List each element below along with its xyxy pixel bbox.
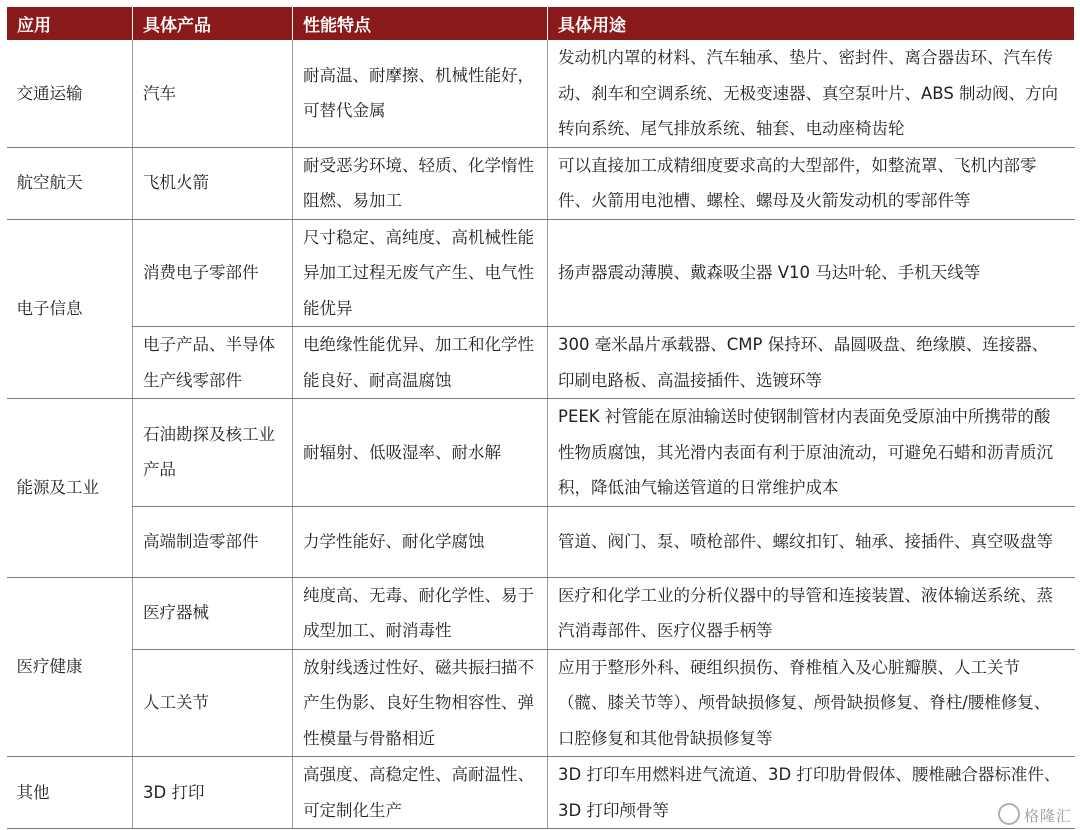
header-features: 性能特点 [293,7,548,40]
table-row [7,506,1075,577]
application-cell: 交通运输 [7,40,133,147]
features-cell: 放射线透过性好、磁共振扫描不产生伪影、良好生物相容性、弹性模量与骨骼相近 [293,649,548,757]
uses-cell: 3D 打印车用燃料进气流道、3D 打印肋骨假体、腰椎融合器标准件、3D 打印颅骨等 [548,757,1075,829]
application-cell: 其他 [7,757,133,829]
product-cell: 3D 打印 [133,757,293,829]
application-cell: 医疗健康 [7,577,133,757]
product-cell: 电子产品、半导体生产线零部件 [133,327,293,399]
table-row [7,757,1075,829]
uses-cell: PEEK 衬管能在原油输送时使钢制管材内表面免受原油中所携带的酸性物质腐蚀，其光滑内表面有利于原油流动，可避免石蜡和沥青质沉积，降低油气输送管道的日常维护成本 [548,399,1075,507]
table-row [7,649,1075,757]
header-application: 应用 [7,7,133,40]
watermark-logo-icon [998,803,1020,825]
table-row [7,219,1075,327]
product-cell: 人工关节 [133,649,293,757]
features-cell: 力学性能好、耐化学腐蚀 [293,506,548,577]
table-row [7,577,1075,649]
header-product: 具体产品 [133,7,293,40]
product-cell: 消费电子零部件 [133,219,293,327]
header-row [7,7,1075,40]
uses-cell: 300 毫米晶片承载器、CMP 保持环、晶圆吸盘、绝缘膜、连接器、印刷电路板、高温接插件、选镀环等 [548,327,1075,399]
uses-cell: 扬声器震动薄膜、戴森吸尘器 V10 马达叶轮、手机天线等 [548,219,1075,327]
table-row [7,40,1075,147]
uses-cell: 管道、阀门、泵、喷枪部件、螺纹扣钉、轴承、接插件、真空吸盘等 [548,506,1075,577]
features-cell: 耐高温、耐摩擦、机械性能好，可替代金属 [293,40,548,147]
product-cell: 飞机火箭 [133,147,293,219]
table-row [7,399,1075,507]
header-uses: 具体用途 [548,7,1075,40]
application-cell: 航空航天 [7,147,133,219]
features-cell: 耐受恶劣环境、轻质、化学惰性阻燃、易加工 [293,147,548,219]
product-cell: 高端制造零部件 [133,506,293,577]
watermark [998,803,1072,826]
table-row [7,147,1075,219]
watermark-text: 格隆汇 [1023,807,1072,825]
uses-cell: 医疗和化学工业的分析仪器中的导管和连接装置、液体输送系统、蒸汽消毒部件、医疗仪器手柄等 [548,577,1075,649]
features-cell: 尺寸稳定、高纯度、高机械性能异加工过程无废气产生、电气性能优异 [293,219,548,327]
application-cell: 能源及工业 [7,399,133,578]
features-cell: 耐辐射、低吸湿率、耐水解 [293,399,548,507]
table-row [7,327,1075,399]
product-cell: 汽车 [133,40,293,147]
features-cell: 电绝缘性能优异、加工和化学性能良好、耐高温腐蚀 [293,327,548,399]
application-cell: 电子信息 [7,219,133,399]
uses-cell: 可以直接加工成精细度要求高的大型部件，如整流罩、飞机内部零件、火箭用电池槽、螺栓、螺母及火箭发动机的零部件等 [548,147,1075,219]
features-cell: 高强度、高稳定性、高耐温性、可定制化生产 [293,757,548,829]
product-cell: 医疗器械 [133,577,293,649]
product-cell: 石油勘探及核工业产品 [133,399,293,507]
product-table [6,7,1075,829]
features-cell: 纯度高、无毒、耐化学性、易于成型加工、耐消毒性 [293,577,548,649]
uses-cell: 应用于整形外科、硬组织损伤、脊椎植入及心脏瓣膜、人工关节（髋、膝关节等）、颅骨缺损修复、颅骨缺损修复、脊柱/腰椎修复、口腔修复和其他骨缺损修复等 [548,649,1075,757]
uses-cell: 发动机内罩的材料、汽车轴承、垫片、密封件、离合器齿环、汽车传动、刹车和空调系统、无极变速器、真空泵叶片、ABS 制动阀、方向转向系统、尾气排放系统、轴套、电动座椅齿轮 [548,40,1075,147]
